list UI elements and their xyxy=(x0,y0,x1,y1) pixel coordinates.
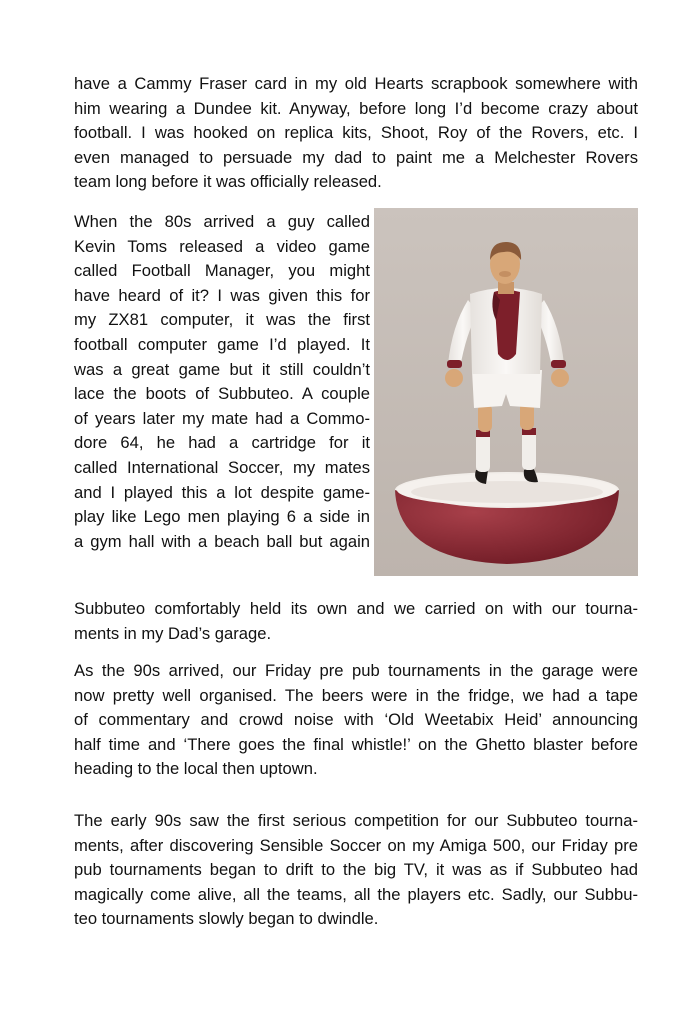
paragraph-3 xyxy=(74,659,638,782)
text-line: dore 64, he had a cartridge for it xyxy=(74,433,370,453)
text-line: play like Lego men playing 6 a side in xyxy=(74,507,370,527)
text-line: of years later my mate had a Commo- xyxy=(74,408,370,428)
text-line: of commentary and crowd noise with ‘Old Weetabix Heid’ announcing xyxy=(74,710,638,730)
text-line: team long before it was officially released. xyxy=(74,172,382,192)
paragraph-1 xyxy=(74,72,638,195)
text-line: football computer game I’d played. It xyxy=(74,334,370,354)
text-line: ments in my Dad’s garage. xyxy=(74,623,272,643)
text-line: When the 80s arrived a guy called xyxy=(74,212,370,231)
subbuteo-figure-photo xyxy=(374,208,638,576)
text-line: ments, after discovering Sensible Soccer on my Amiga 500, our Friday pre xyxy=(74,835,638,855)
text-line: called International Soccer, my mates xyxy=(74,457,370,477)
text-line: called Football Manager, you might xyxy=(74,261,370,281)
text-line: was a great game but it still couldn’t xyxy=(74,359,370,379)
text-line: now pretty well organised. The beers were in the fridge, we had a tape xyxy=(74,685,638,705)
text-line: magically come alive, all the teams, all the players etc. Sadly, our Subbu- xyxy=(74,884,638,904)
text-line: football. I was hooked on replica kits, Shoot, Roy of the Rovers, etc. I xyxy=(74,123,638,143)
text-line: even managed to persuade my dad to paint me a Melchester Rovers xyxy=(74,147,638,167)
paragraph-4 xyxy=(74,809,638,932)
text-line: have heard of it? I was given this for xyxy=(74,285,370,305)
text-line: lace the boots of Subbuteo. A couple xyxy=(74,384,370,404)
text-line: him wearing a Dundee kit. Anyway, before long I’d become crazy about xyxy=(74,98,638,118)
text-line: my ZX81 computer, it was the first xyxy=(74,310,370,330)
paragraph-2 xyxy=(74,210,370,554)
text-line: The early 90s saw the first serious competition for our Subbuteo tourna- xyxy=(74,811,638,830)
text-line: pub tournaments began to drift to the big TV, it was as if Subbuteo had xyxy=(74,860,638,880)
text-line: Subbuteo comfortably held its own and we carried on with our tourna- xyxy=(74,599,638,618)
text-line: As the 90s arrived, our Friday pre pub tournaments in the garage were xyxy=(74,661,638,680)
text-line: teo tournaments slowly began to dwindle. xyxy=(74,909,379,929)
paragraph-2-continued xyxy=(74,597,638,646)
text-line: Kevin Toms released a video game xyxy=(74,236,370,256)
text-line: have a Cammy Fraser card in my old Hearts scrapbook somewhere with xyxy=(74,74,638,93)
text-line: heading to the local then uptown. xyxy=(74,759,318,779)
text-line: and I played this a lot despite game- xyxy=(74,482,370,502)
text-line: a gym hall with a beach ball but again xyxy=(74,531,370,551)
text-line: half time and ‘There goes the final whistle!’ on the Ghetto blaster before xyxy=(74,734,638,754)
